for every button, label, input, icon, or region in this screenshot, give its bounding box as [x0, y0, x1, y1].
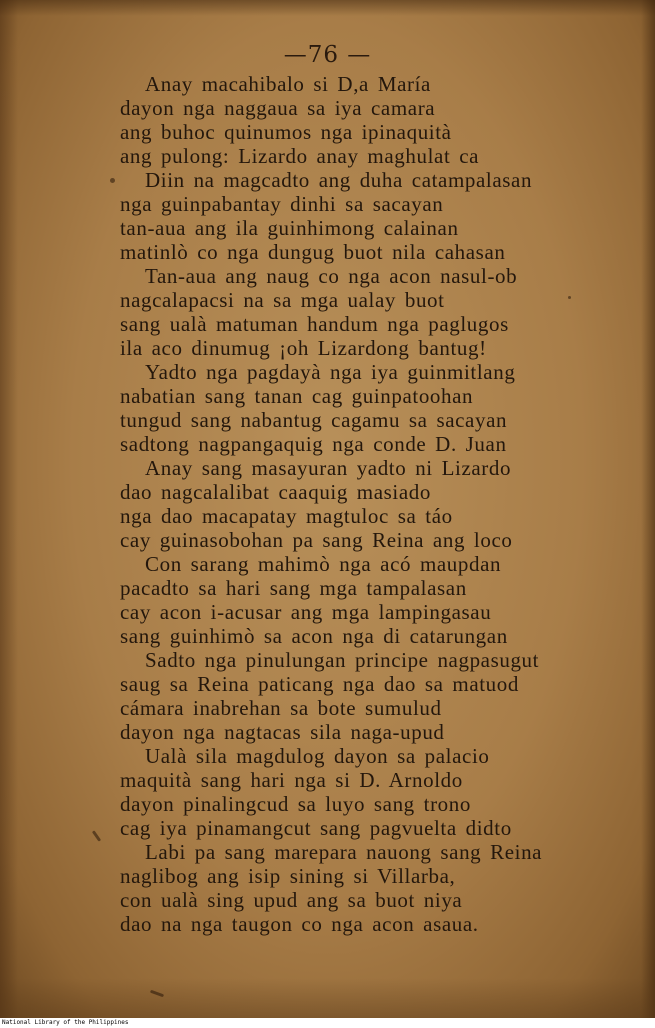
verse-line: Con sarang mahimò nga acó maupdan [145, 552, 502, 576]
verse-line: Anay sang masayuran yadto ni Lizardo [145, 456, 512, 480]
verse-line: ang pulong: Lizardo anay maghulat ca [120, 144, 480, 168]
verse-line: Diin na magcadto ang duha catampalasan [145, 168, 533, 192]
verse-line: dayon nga naggaua sa iya camara [120, 96, 436, 120]
verse-line: cag iya pinamangcut sang pagvuelta didto [120, 816, 512, 840]
verse-line: cay guinasobohan pa sang Reina ang loco [120, 528, 513, 552]
page-shadow-top [0, 0, 655, 16]
stanza-8 [0, 744, 655, 840]
verse-line: con ualà sing upud ang sa buot niya [120, 888, 463, 912]
verse-line: Tan-aua ang naug co nga acon nasul-ob [145, 264, 518, 288]
verse-line: Sadto nga pinulungan principe nagpasugut [145, 648, 540, 672]
verse-line: sadtong nagpangaquig nga conde D. Juan [120, 432, 507, 456]
verse-line: naglibog ang isip sining si Villarba, [120, 864, 456, 888]
verse-line: maquità sang hari nga si D. Arnoldo [120, 768, 463, 792]
verse-line: dayon nga nagtacas sila naga-upud [120, 720, 445, 744]
verse-line: sang ualà matuman handum nga paglugos [120, 312, 509, 336]
verse-line: matinlò co nga dungug buot nila cahasan [120, 240, 506, 264]
verse-line: Anay macahibalo si D,a María [145, 72, 431, 96]
verse-line: tan-aua ang ila guinhimong calainan [120, 216, 459, 240]
verse-line: ila aco dinumug ¡oh Lizardong bantug! [120, 336, 487, 360]
verse-line: cámara inabrehan sa bote sumulud [120, 696, 442, 720]
verse-line: tungud sang nabantug cagamu sa sacayan [120, 408, 508, 432]
verse-line: pacadto sa hari sang mga tampalasan [120, 576, 467, 600]
stanza-2 [0, 168, 655, 264]
verse-line: cay acon i-acusar ang mga lampingasau [120, 600, 492, 624]
verse-line: sang guinhimò sa acon nga di catarungan [120, 624, 508, 648]
verse-line: ang buhoc quinumos nga ipinaquità [120, 120, 452, 144]
verse-line: Yadto nga pagdayà nga iya guinmitlang [145, 360, 516, 384]
verse-line: Ualà sila magdulog dayon sa palacio [145, 744, 490, 768]
stanza-6 [0, 552, 655, 648]
verse-line: nagcalapacsi na sa mga ualay buot [120, 288, 445, 312]
verse-line: nga guinpabantay dinhi sa sacayan [120, 192, 444, 216]
verse-line: nga dao macapatay magtuloc sa táo [120, 504, 453, 528]
library-credit: National Library of the Philippines [0, 1018, 655, 1028]
poem-body [0, 72, 655, 936]
verse-line: saug sa Reina paticang nga dao sa matuod [120, 672, 519, 696]
verse-line: dao na nga taugon co nga acon asaua. [120, 912, 479, 936]
stanza-9 [0, 840, 655, 936]
verse-line: nabatian sang tanan cag guinpatoohan [120, 384, 474, 408]
page-shadow-bottom [0, 978, 655, 1018]
stanza-1 [0, 72, 655, 168]
stanza-3 [0, 264, 655, 360]
page-number: —76 — [283, 42, 372, 68]
verse-line: dao nagcalalibat caaquig masiado [120, 480, 431, 504]
verse-line: dayon pinalingcud sa luyo sang trono [120, 792, 471, 816]
verse-line: Labi pa sang marepara nauong sang Reina [145, 840, 543, 864]
stanza-5 [0, 456, 655, 552]
stanza-4 [0, 360, 655, 456]
stanza-7 [0, 648, 655, 744]
